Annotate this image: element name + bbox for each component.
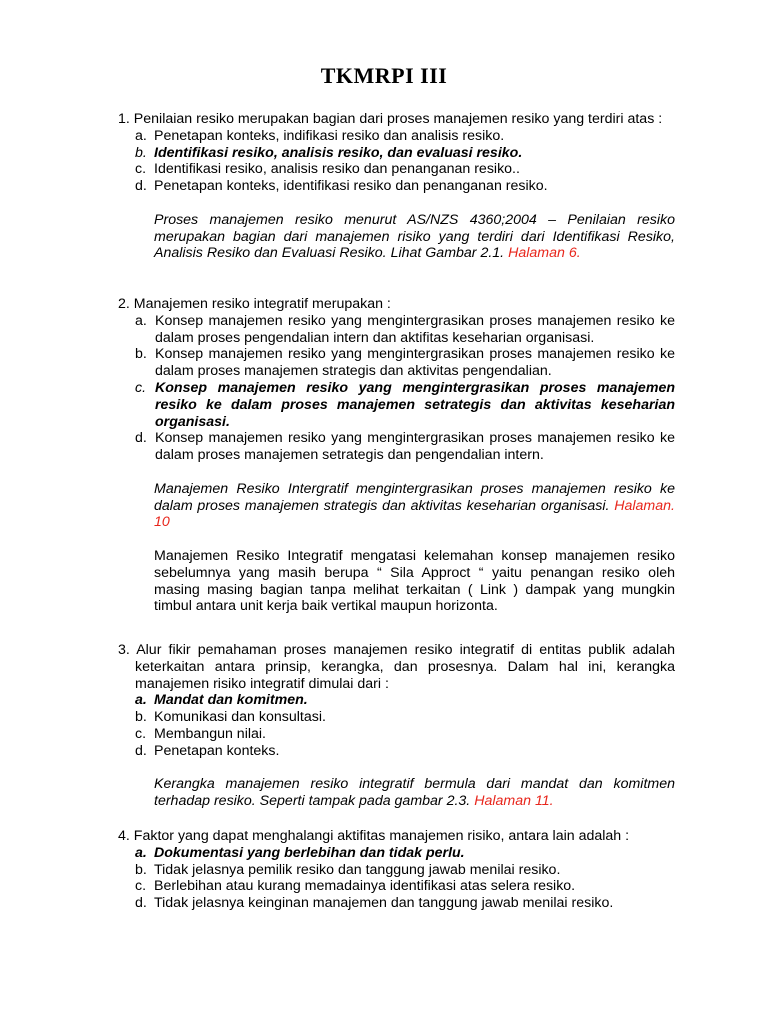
explanation-text: Proses manajemen resiko menurut AS/NZS 4360;2004 – Penilaian resiko merupakan bagian dari manajemen risiko yang terdiri dari Identifikasi Resiko, Analisis Resiko dan Evaluasi Resiko. Lihat Gambar 2.1. (154, 211, 675, 262)
question-text: Alur fikir pemahaman proses manajemen resiko integratif di entitas publik adalah keterkaitan antara prinsip, kerangka, dan prosesnya. Dalam hal ini, kerangka manajemen risiko integratif dimulai dari : (135, 642, 675, 692)
option-text: Konsep manajemen resiko yang mengintergrasikan proses manajemen resiko ke dalam proses manajemen strategis dan aktivitas pengendalian. (155, 346, 675, 380)
question-text: Penilaian resiko merupakan bagian dari proses manajemen resiko yang terdiri atas : (133, 111, 663, 127)
question-stem (118, 828, 675, 845)
question-4 (118, 828, 675, 912)
additional-note: Manajemen Resiko Integratif mengatasi kelemahan konsep manajemen resiko sebelumnya yang masih berupa “ Sila Approct “ yaitu penangan resiko oleh masing masing bagian tanpa melihat terkaitan ( Link ) dampak yang mungkin timbul antara unit kerja baik vertikal maupun horizonta. (154, 547, 675, 615)
option-b (118, 346, 675, 380)
option-text: Identifikasi resiko, analisis resiko, dan evaluasi resiko. (154, 144, 523, 161)
option-text: Tidak jelasnya keinginan manajemen dan tanggung jawab menilai resiko. (154, 895, 614, 912)
option-letter: b. (135, 144, 147, 161)
option-letter: d. (135, 178, 147, 195)
option-letter: b. (135, 346, 147, 363)
option-c (118, 726, 675, 743)
option-a-answer (118, 692, 675, 709)
explanation (118, 212, 675, 262)
question-text: Manajemen resiko integratif merupakan : (133, 296, 391, 312)
question-stem (118, 296, 675, 313)
option-letter: c. (135, 725, 147, 742)
option-text: Konsep manajemen resiko yang mengintergrasikan proses manajemen resiko ke dalam proses manajemen setrategis dan aktivitas keseharian organisasi. (155, 379, 675, 430)
page-reference: Halaman 11. (474, 793, 554, 810)
option-a (118, 313, 675, 347)
option-text: Penetapan konteks, identifikasi resiko dan penanganan resiko. (154, 178, 548, 195)
question-stem (118, 642, 675, 692)
question-number: 4. (118, 828, 130, 844)
question-number: 3. (118, 642, 130, 658)
option-text: Berlebihan atau kurang memadainya identifikasi atas selera resiko. (154, 878, 576, 895)
option-c (118, 161, 675, 178)
option-letter: a. (135, 844, 147, 861)
option-letter: c. (135, 161, 147, 178)
page-reference: Halaman. 10 (154, 497, 675, 531)
option-d (118, 743, 675, 760)
option-letter: c. (135, 878, 147, 895)
option-b (118, 862, 675, 879)
option-letter: a. (135, 692, 147, 709)
option-letter: d. (135, 430, 147, 447)
option-text: Identifikasi resiko, analisis resiko dan penanganan resiko.. (154, 161, 520, 178)
explanation-text: Kerangka manajemen resiko integratif bermula dari mandat dan komitmen terhadap resiko. Seperti tampak pada gambar 2.3. (154, 776, 675, 810)
question-number: 2. (118, 296, 130, 312)
option-c-answer (118, 380, 675, 430)
option-text: Tidak jelasnya pemilik resiko dan tanggung jawab menilai resiko. (154, 861, 561, 878)
question-stem (118, 111, 675, 128)
option-d (118, 178, 675, 195)
option-d (118, 430, 675, 464)
option-text: Dokumentasi yang berlebihan dan tidak perlu. (154, 844, 465, 861)
page-reference: Halaman 6. (508, 245, 581, 262)
option-letter: c. (135, 379, 147, 396)
question-3 (118, 642, 675, 810)
explanation-text: Manajemen Resiko Intergratif mengintergrasikan proses manajemen resiko ke dalam proses manajemen strategis dan aktivitas keseharian organisasi. (154, 480, 675, 514)
option-letter: b. (135, 861, 147, 878)
option-text: Penetapan konteks. (154, 742, 280, 759)
option-letter: a. (135, 127, 147, 144)
question-2 (118, 296, 675, 615)
option-text: Komunikasi dan konsultasi. (154, 709, 326, 726)
question-number: 1. (118, 111, 130, 127)
option-a (118, 128, 675, 145)
option-text: Konsep manajemen resiko yang mengintergrasikan proses manajemen resiko ke dalam proses pengendalian intern dan aktifitas keseharian organisasi. (155, 312, 675, 346)
option-letter: b. (135, 709, 147, 726)
option-a-answer (118, 845, 675, 862)
explanation (118, 481, 675, 531)
option-letter: d. (135, 742, 147, 759)
explanation (118, 776, 675, 810)
option-text: Membangun nilai. (154, 725, 266, 742)
question-text: Faktor yang dapat menghalangi aktifitas manajemen risiko, antara lain adalah : (133, 828, 630, 844)
option-d (118, 895, 675, 912)
option-b (118, 709, 675, 726)
page-title: TKMRPI III (320, 63, 448, 88)
option-text: Konsep manajemen resiko yang mengintergrasikan proses manajemen resiko ke dalam proses manajemen setrategis dan pengendalian intern. (155, 430, 675, 464)
option-text: Mandat dan komitmen. (154, 692, 308, 709)
option-letter: d. (135, 895, 147, 912)
question-1 (118, 111, 675, 262)
option-b-answer (118, 145, 675, 162)
option-c (118, 878, 675, 895)
option-letter: a. (135, 312, 147, 329)
option-text: Penetapan konteks, indifikasi resiko dan analisis resiko. (154, 127, 505, 144)
